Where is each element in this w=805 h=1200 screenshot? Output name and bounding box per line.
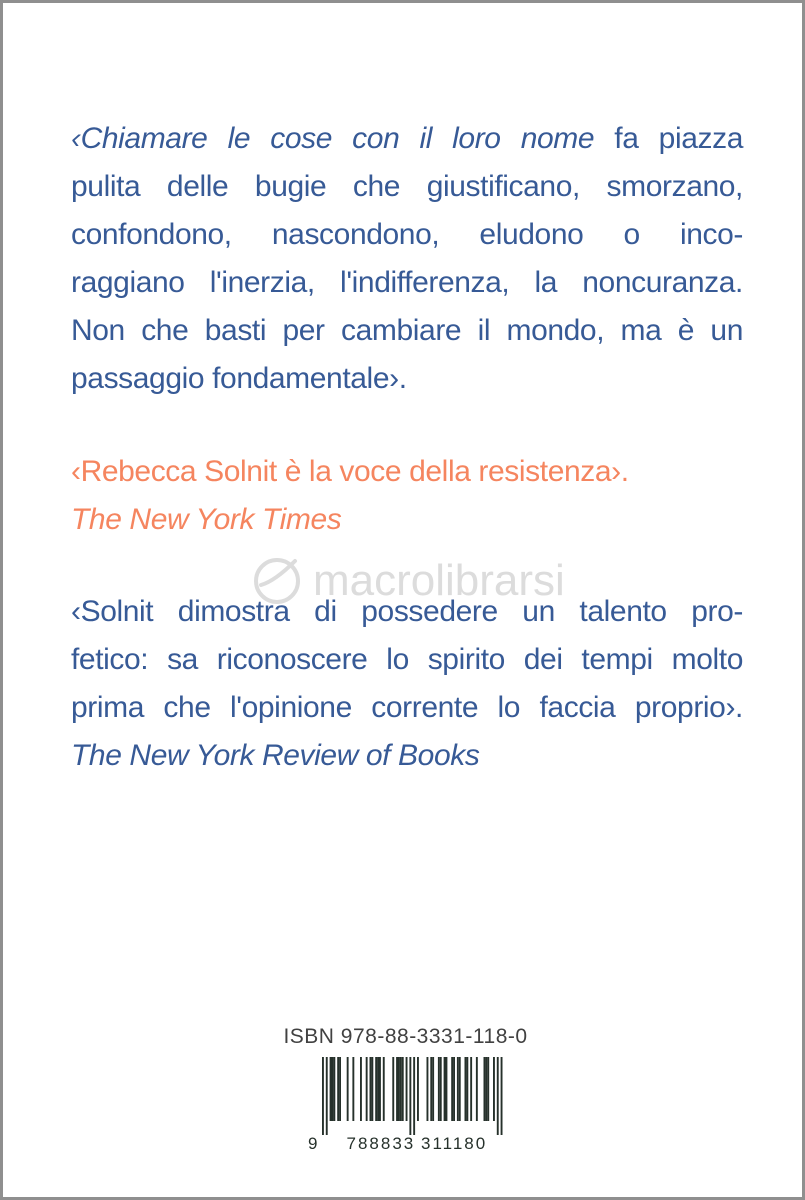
barcode: [306, 1057, 506, 1156]
quote-line: Non che basti per cambiare il mondo, ma è un: [71, 314, 743, 347]
quote-line: pulita delle bugie che giustificano, smorzano,: [71, 170, 743, 203]
quote-nyrb: [71, 588, 743, 780]
quote-line: confondono, nascondono, eludono o inco-: [71, 218, 743, 251]
quote-line: ‹Rebecca Solnit è la voce della resistenza›.: [71, 455, 629, 488]
book-title-italic: ‹Chiamare le cose con il loro nome: [71, 122, 595, 155]
quote-main: [71, 115, 743, 403]
isbn-label: ISBN 978-88-3331-118-0: [283, 1025, 528, 1048]
barcode-bars: [306, 1057, 506, 1151]
watermark-text: macrolibrarsi: [313, 556, 565, 605]
svg-text:788833: 788833: [346, 1134, 415, 1151]
quote-line: passaggio fondamentale›.: [71, 362, 407, 395]
quote-nyt: [71, 448, 743, 544]
quote-line: raggiano l'inerzia, l'indifferenza, la noncuranza.: [71, 266, 743, 299]
quote-source-nyt: The New York Times: [71, 503, 342, 536]
quote-source-nyrb: The New York Review of Books: [71, 739, 480, 772]
svg-text:9: 9: [307, 1134, 319, 1151]
quote-line: fetico: sa riconoscere lo spirito dei tempi molto: [71, 643, 743, 676]
svg-text:311180: 311180: [420, 1134, 487, 1151]
quote-line: prima che l'opinione corrente lo faccia proprio›.: [71, 691, 743, 724]
quote-line-rest: fa piazza: [594, 122, 743, 155]
isbn-block: [3, 1025, 805, 1156]
quote-line: [71, 115, 743, 163]
quote-line: ‹Solnit dimostra di possedere un talento pro-: [71, 595, 743, 628]
